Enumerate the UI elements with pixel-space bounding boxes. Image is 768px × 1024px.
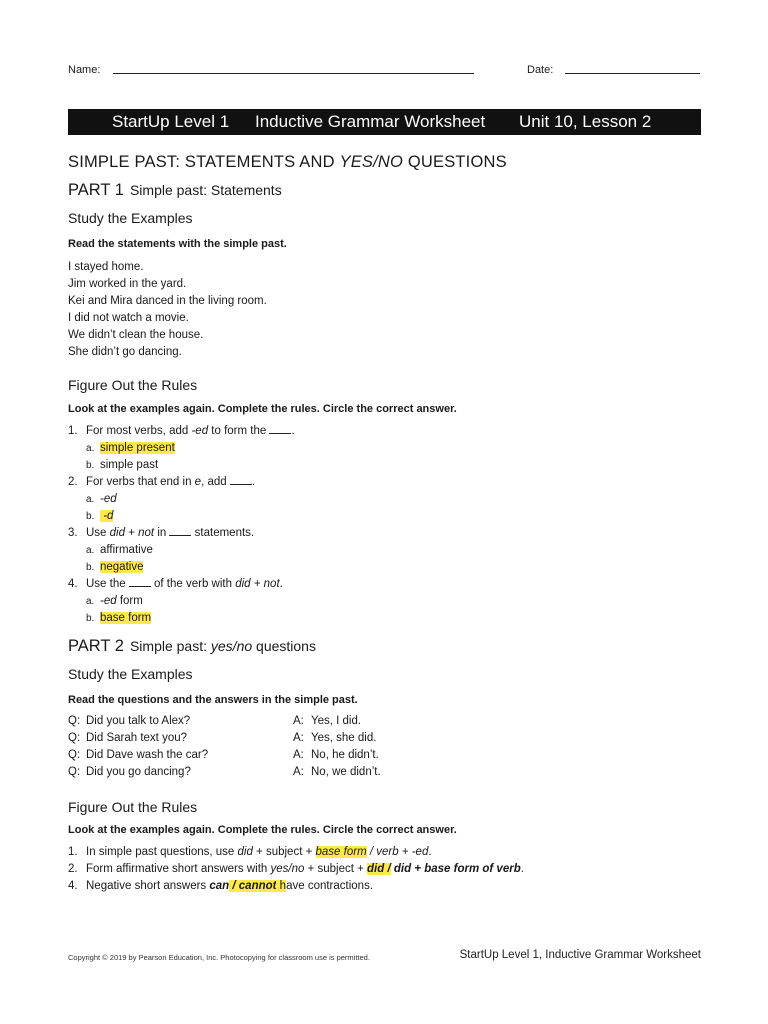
rule-3: 3. Use did + not in statements. — [68, 527, 255, 539]
qa-row: Q: Did Dave wash the car? — [68, 749, 209, 761]
page-title: SIMPLE PAST: STATEMENTS AND YES/NO QUESTIONS — [68, 153, 507, 171]
qa-row: A: Yes, I did. — [293, 715, 362, 727]
part1-heading: PART 1 Simple past: Statements — [68, 181, 282, 199]
part2-study-instruction: Read the questions and the answers in the simple past. — [68, 694, 358, 706]
banner-level: StartUp Level 1 — [112, 112, 230, 131]
example-line: Jim worked in the yard. — [68, 278, 187, 290]
rule-1-option-b[interactable]: b. simple past — [86, 459, 159, 471]
date-label: Date: — [527, 64, 554, 76]
rule-3-option-a[interactable]: a. affirmative — [86, 544, 153, 556]
example-line: I stayed home. — [68, 261, 144, 273]
part1-rules — [68, 423, 295, 627]
blank-line[interactable] — [169, 526, 191, 536]
name-label: Name: — [68, 64, 101, 76]
rule-4-option-a[interactable]: a. -ed form — [86, 595, 143, 607]
rule-2-option-b[interactable]: b. -d — [86, 510, 114, 522]
example-line: Kei and Mira danced in the living room. — [68, 295, 267, 307]
blank-line[interactable] — [230, 475, 252, 485]
banner-worksheet: Inductive Grammar Worksheet — [255, 112, 486, 131]
rule-2: 2. For verbs that end in e, add . — [68, 476, 256, 488]
part1-study-heading: Study the Examples — [68, 210, 193, 226]
part1-study-instruction: Read the statements with the simple past. — [68, 238, 287, 250]
footer-title: StartUp Level 1, Inductive Grammar Worksheet — [459, 949, 701, 961]
rule-4: 4. Negative short answers can / cannot have contractions. — [68, 880, 374, 892]
part2-study-heading: Study the Examples — [68, 666, 193, 682]
rule-2-option-a[interactable]: a. -ed — [86, 493, 117, 505]
qa-row: Q: Did you talk to Alex? — [68, 715, 191, 727]
blank-line[interactable] — [269, 424, 291, 434]
banner-unit: Unit 10, Lesson 2 — [519, 112, 652, 131]
qa-row: A: No, we didn’t. — [293, 766, 381, 778]
rule-3-option-b[interactable]: b. negative — [86, 561, 144, 573]
part1-examples — [68, 259, 267, 361]
name-line[interactable] — [113, 73, 474, 74]
part1-rules-heading: Figure Out the Rules — [68, 377, 198, 393]
part2-heading: PART 2 Simple past: yes/no questions — [68, 637, 316, 655]
blank-line[interactable] — [129, 577, 151, 587]
rule-1: 1. For most verbs, add -ed to form the . — [68, 425, 295, 437]
rule-1-option-a[interactable]: a. simple present — [86, 442, 175, 454]
part2-rules — [68, 844, 524, 895]
rule-2: 2. Form affirmative short answers with yes/no + subject + did / did + base form of verb. — [68, 863, 524, 875]
qa-row: Q: Did Sarah text you? — [68, 732, 188, 744]
example-line: We didn’t clean the house. — [68, 329, 204, 341]
rule-4: 4. Use the of the verb with did + not. — [68, 578, 283, 590]
date-line[interactable] — [565, 73, 700, 74]
rule-4-option-b[interactable]: b. base form — [86, 612, 152, 624]
answer-base-form[interactable]: base form — [315, 846, 367, 858]
answer-did[interactable]: did / — [367, 863, 391, 875]
example-line: She didn’t go dancing. — [68, 346, 182, 358]
copyright-notice: Copyright © 2019 by Pearson Education, Inc. Photocopying for classroom use is permitted. — [68, 953, 370, 962]
part1-rules-instruction: Look at the examples again. Complete the rules. Circle the correct answer. — [68, 403, 457, 415]
qa-row: Q: Did you go dancing? — [68, 766, 191, 778]
answer-cannot[interactable]: / cannot — [229, 880, 277, 892]
qa-row: A: Yes, she did. — [293, 732, 377, 744]
qa-row: A: No, he didn’t. — [293, 749, 379, 761]
rule-1: 1. In simple past questions, use did + subject + base form / verb + -ed. — [68, 846, 432, 858]
example-line: I did not watch a movie. — [68, 312, 189, 324]
title-banner — [68, 109, 701, 135]
part2-rules-heading: Figure Out the Rules — [68, 799, 198, 815]
part2-rules-instruction: Look at the examples again. Complete the rules. Circle the correct answer. — [68, 824, 457, 836]
